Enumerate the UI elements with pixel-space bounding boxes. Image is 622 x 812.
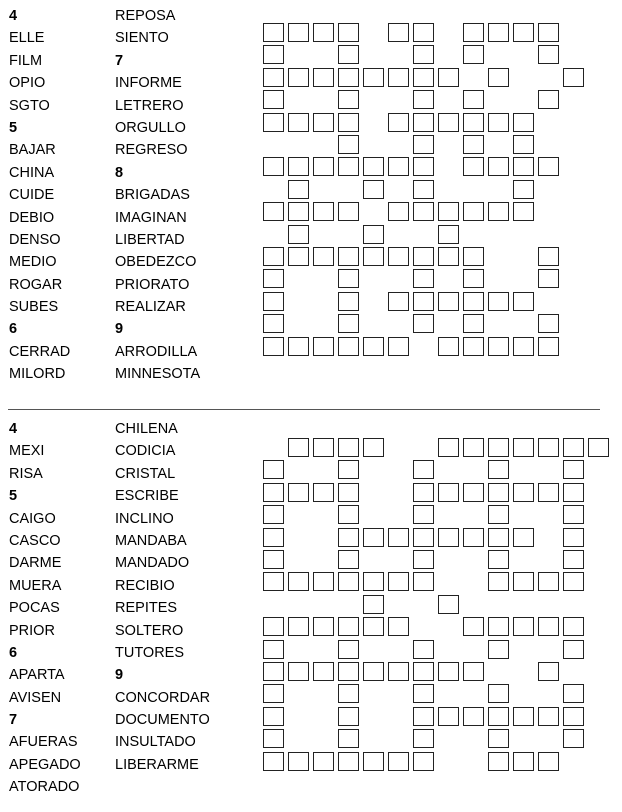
grid-cell[interactable] bbox=[363, 337, 384, 356]
grid-cell[interactable] bbox=[288, 438, 309, 457]
word-entry: POCAS bbox=[9, 600, 60, 617]
grid-cell[interactable] bbox=[463, 292, 484, 311]
grid-cell[interactable] bbox=[563, 640, 584, 659]
word-entry: AVISEN bbox=[9, 689, 62, 706]
grid-cell[interactable] bbox=[288, 23, 309, 42]
grid-cell[interactable] bbox=[313, 617, 334, 636]
grid-cell[interactable] bbox=[338, 438, 359, 457]
grid-cell[interactable] bbox=[288, 572, 309, 591]
grid-cell[interactable] bbox=[413, 707, 434, 726]
length-heading: 7 bbox=[115, 52, 124, 69]
grid-cell[interactable] bbox=[413, 113, 434, 132]
word-entry: DEBIO bbox=[9, 209, 55, 226]
word-entry: OPIO bbox=[9, 75, 46, 92]
grid-cell[interactable] bbox=[413, 662, 434, 681]
length-heading: 6 bbox=[9, 321, 18, 338]
grid-cell[interactable] bbox=[313, 247, 334, 266]
grid-cell[interactable] bbox=[338, 292, 359, 311]
grid-cell[interactable] bbox=[463, 157, 484, 176]
grid-cell[interactable] bbox=[463, 113, 484, 132]
length-heading: 9 bbox=[115, 321, 124, 338]
grid-cell[interactable] bbox=[413, 202, 434, 221]
grid-cell[interactable] bbox=[538, 438, 559, 457]
grid-cell[interactable] bbox=[563, 438, 584, 457]
grid-cell[interactable] bbox=[388, 247, 409, 266]
grid-cell[interactable] bbox=[538, 752, 559, 771]
grid-cell[interactable] bbox=[338, 68, 359, 87]
grid-cell[interactable] bbox=[538, 157, 559, 176]
grid-cell[interactable] bbox=[263, 202, 284, 221]
grid-cell[interactable] bbox=[413, 483, 434, 502]
grid-cell[interactable] bbox=[513, 752, 534, 771]
grid-cell[interactable] bbox=[538, 617, 559, 636]
word-entry: FILM bbox=[9, 52, 43, 69]
grid-cell[interactable] bbox=[338, 269, 359, 288]
grid-cell[interactable] bbox=[338, 617, 359, 636]
grid-cell[interactable] bbox=[538, 337, 559, 356]
grid-cell[interactable] bbox=[338, 157, 359, 176]
grid-cell[interactable] bbox=[288, 752, 309, 771]
grid-cell[interactable] bbox=[413, 528, 434, 547]
grid-cell[interactable] bbox=[363, 438, 384, 457]
word-entry: RECIBIO bbox=[115, 577, 175, 594]
grid-cell[interactable] bbox=[438, 662, 459, 681]
grid-cell[interactable] bbox=[288, 662, 309, 681]
grid-cell[interactable] bbox=[538, 90, 559, 109]
grid-cell[interactable] bbox=[338, 662, 359, 681]
grid-cell[interactable] bbox=[288, 157, 309, 176]
grid-cell[interactable] bbox=[463, 135, 484, 154]
word-entry: LIBERARME bbox=[115, 756, 199, 773]
grid-cell[interactable] bbox=[413, 684, 434, 703]
word-entry: REPITES bbox=[115, 600, 178, 617]
grid-cell[interactable] bbox=[513, 202, 534, 221]
grid-cell[interactable] bbox=[513, 113, 534, 132]
grid-cell[interactable] bbox=[488, 202, 509, 221]
grid-cell[interactable] bbox=[413, 157, 434, 176]
length-heading: 9 bbox=[115, 667, 124, 684]
grid-cell[interactable] bbox=[263, 314, 284, 333]
word-entry: MANDADO bbox=[115, 555, 190, 572]
grid-cell[interactable] bbox=[338, 247, 359, 266]
word-entry: SOLTERO bbox=[115, 622, 184, 639]
grid-cell[interactable] bbox=[438, 113, 459, 132]
grid-cell[interactable] bbox=[513, 707, 534, 726]
grid-cell[interactable] bbox=[388, 337, 409, 356]
grid-cell[interactable] bbox=[488, 438, 509, 457]
grid-cell[interactable] bbox=[538, 662, 559, 681]
word-entry: LETRERO bbox=[115, 97, 184, 114]
grid-cell[interactable] bbox=[388, 572, 409, 591]
word-entry: INCLINO bbox=[115, 510, 174, 527]
word-entry: ORGULLO bbox=[115, 119, 186, 136]
word-entry: MILORD bbox=[9, 366, 66, 383]
grid-cell[interactable] bbox=[338, 640, 359, 659]
grid-cell[interactable] bbox=[488, 68, 509, 87]
grid-cell[interactable] bbox=[438, 225, 459, 244]
word-entry: APEGADO bbox=[9, 756, 81, 773]
grid-cell[interactable] bbox=[388, 68, 409, 87]
grid-cell[interactable] bbox=[263, 640, 284, 659]
grid-cell[interactable] bbox=[538, 314, 559, 333]
grid-cell[interactable] bbox=[538, 23, 559, 42]
grid-cell[interactable] bbox=[413, 729, 434, 748]
grid-cell[interactable] bbox=[263, 45, 284, 64]
grid-cell[interactable] bbox=[363, 247, 384, 266]
grid-cell[interactable] bbox=[438, 438, 459, 457]
grid-cell[interactable] bbox=[463, 314, 484, 333]
grid-cell[interactable] bbox=[288, 247, 309, 266]
word-entry: MEDIO bbox=[9, 254, 57, 271]
grid-cell[interactable] bbox=[363, 225, 384, 244]
grid-cell[interactable] bbox=[438, 528, 459, 547]
grid-cell[interactable] bbox=[438, 707, 459, 726]
grid-cell[interactable] bbox=[563, 550, 584, 569]
grid-cell[interactable] bbox=[338, 90, 359, 109]
grid-cell[interactable] bbox=[563, 460, 584, 479]
grid-cell[interactable] bbox=[338, 550, 359, 569]
word-entry: REPOSA bbox=[115, 8, 176, 24]
length-heading: 5 bbox=[9, 119, 18, 136]
grid-cell[interactable] bbox=[413, 460, 434, 479]
grid-cell[interactable] bbox=[363, 752, 384, 771]
grid-cell[interactable] bbox=[288, 337, 309, 356]
word-entry: MUERA bbox=[9, 577, 62, 594]
grid-cell[interactable] bbox=[463, 23, 484, 42]
grid-cell[interactable] bbox=[363, 180, 384, 199]
grid-cell[interactable] bbox=[363, 157, 384, 176]
grid-cell[interactable] bbox=[263, 460, 284, 479]
grid-cell[interactable] bbox=[263, 729, 284, 748]
grid-cell[interactable] bbox=[438, 247, 459, 266]
word-entry: ATORADO bbox=[9, 779, 80, 796]
grid-cell[interactable] bbox=[463, 269, 484, 288]
grid-cell[interactable] bbox=[438, 68, 459, 87]
grid-cell[interactable] bbox=[263, 528, 284, 547]
word-entry: DARME bbox=[9, 555, 62, 572]
grid-cell[interactable] bbox=[263, 483, 284, 502]
grid-cell[interactable] bbox=[388, 752, 409, 771]
grid-cell[interactable] bbox=[338, 572, 359, 591]
grid-cell[interactable] bbox=[338, 505, 359, 524]
grid-cell[interactable] bbox=[413, 90, 434, 109]
word-entry: INSULTADO bbox=[115, 734, 196, 751]
grid-cell[interactable] bbox=[263, 90, 284, 109]
grid-cell[interactable] bbox=[488, 157, 509, 176]
grid-cell[interactable] bbox=[438, 292, 459, 311]
grid-cell[interactable] bbox=[463, 483, 484, 502]
grid-cell[interactable] bbox=[338, 135, 359, 154]
grid-cell[interactable] bbox=[538, 707, 559, 726]
word-list-right-2 bbox=[115, 418, 210, 776]
word-entry: DENSO bbox=[9, 231, 61, 248]
grid-cell[interactable] bbox=[338, 45, 359, 64]
grid-cell[interactable] bbox=[263, 337, 284, 356]
grid-cell[interactable] bbox=[438, 337, 459, 356]
grid-cell[interactable] bbox=[338, 113, 359, 132]
grid-cell[interactable] bbox=[313, 752, 334, 771]
word-entry: DOCUMENTO bbox=[115, 712, 210, 729]
word-entry: RISA bbox=[9, 465, 43, 482]
grid-cell[interactable] bbox=[388, 528, 409, 547]
grid-cell[interactable] bbox=[538, 572, 559, 591]
grid-cell[interactable] bbox=[338, 684, 359, 703]
grid-cell[interactable] bbox=[338, 752, 359, 771]
grid-cell[interactable] bbox=[313, 438, 334, 457]
grid-cell[interactable] bbox=[363, 595, 384, 614]
grid-cell[interactable] bbox=[413, 572, 434, 591]
grid-cell[interactable] bbox=[338, 483, 359, 502]
word-entry: MINNESOTA bbox=[115, 366, 201, 383]
word-list-left-2 bbox=[9, 418, 81, 799]
grid-cell[interactable] bbox=[463, 662, 484, 681]
grid-cell[interactable] bbox=[363, 662, 384, 681]
grid-cell[interactable] bbox=[488, 640, 509, 659]
grid-cell[interactable] bbox=[413, 550, 434, 569]
grid-cell[interactable] bbox=[513, 337, 534, 356]
word-entry: CAIGO bbox=[9, 510, 56, 527]
word-entry: CODICIA bbox=[115, 443, 176, 460]
grid-cell[interactable] bbox=[338, 707, 359, 726]
grid-cell[interactable] bbox=[563, 729, 584, 748]
grid-cell[interactable] bbox=[513, 157, 534, 176]
grid-cell[interactable] bbox=[363, 528, 384, 547]
grid-cell[interactable] bbox=[388, 662, 409, 681]
grid-cell[interactable] bbox=[413, 135, 434, 154]
grid-cell[interactable] bbox=[288, 180, 309, 199]
grid-cell[interactable] bbox=[513, 483, 534, 502]
grid-cell[interactable] bbox=[463, 45, 484, 64]
grid-cell[interactable] bbox=[488, 707, 509, 726]
grid-cell[interactable] bbox=[413, 45, 434, 64]
grid-cell[interactable] bbox=[363, 572, 384, 591]
grid-cell[interactable] bbox=[413, 314, 434, 333]
word-entry: REALIZAR bbox=[115, 299, 186, 316]
grid-cell[interactable] bbox=[538, 247, 559, 266]
grid-cell[interactable] bbox=[263, 247, 284, 266]
grid-cell[interactable] bbox=[488, 113, 509, 132]
grid-cell[interactable] bbox=[313, 483, 334, 502]
grid-cell[interactable] bbox=[513, 572, 534, 591]
grid-cell[interactable] bbox=[438, 483, 459, 502]
grid-cell[interactable] bbox=[488, 572, 509, 591]
word-entry: INFORME bbox=[115, 75, 182, 92]
grid-cell[interactable] bbox=[313, 157, 334, 176]
grid-cell[interactable] bbox=[263, 617, 284, 636]
grid-cell[interactable] bbox=[513, 180, 534, 199]
grid-cell[interactable] bbox=[413, 180, 434, 199]
grid-cell[interactable] bbox=[463, 202, 484, 221]
word-entry: LIBERTAD bbox=[115, 231, 185, 248]
grid-cell[interactable] bbox=[513, 23, 534, 42]
word-entry: OBEDEZCO bbox=[115, 254, 197, 271]
grid-cell[interactable] bbox=[388, 157, 409, 176]
grid-cell[interactable] bbox=[313, 113, 334, 132]
grid-cell[interactable] bbox=[438, 202, 459, 221]
word-entry: TUTORES bbox=[115, 644, 185, 661]
grid-cell[interactable] bbox=[263, 662, 284, 681]
grid-cell[interactable] bbox=[563, 617, 584, 636]
word-entry: MANDABA bbox=[115, 532, 187, 549]
grid-cell[interactable] bbox=[563, 572, 584, 591]
grid-cell[interactable] bbox=[313, 662, 334, 681]
grid-cell[interactable] bbox=[488, 684, 509, 703]
word-entry: ELLE bbox=[9, 30, 45, 47]
grid-cell[interactable] bbox=[388, 202, 409, 221]
grid-cell[interactable] bbox=[288, 617, 309, 636]
grid-cell[interactable] bbox=[263, 23, 284, 42]
word-entry: ESCRIBE bbox=[115, 488, 179, 505]
length-heading: 4 bbox=[9, 421, 18, 437]
grid-cell[interactable] bbox=[363, 68, 384, 87]
grid-cell[interactable] bbox=[288, 483, 309, 502]
grid-cell[interactable] bbox=[488, 617, 509, 636]
grid-cell[interactable] bbox=[263, 269, 284, 288]
grid-cell[interactable] bbox=[338, 202, 359, 221]
length-heading: 6 bbox=[9, 644, 18, 661]
grid-cell[interactable] bbox=[463, 90, 484, 109]
grid-cell[interactable] bbox=[463, 528, 484, 547]
length-heading: 7 bbox=[9, 712, 18, 729]
grid-cell[interactable] bbox=[388, 292, 409, 311]
length-heading: 5 bbox=[9, 488, 18, 505]
grid-cell[interactable] bbox=[263, 707, 284, 726]
grid-cell[interactable] bbox=[313, 23, 334, 42]
grid-cell[interactable] bbox=[488, 337, 509, 356]
grid-cell[interactable] bbox=[388, 23, 409, 42]
grid-cell[interactable] bbox=[263, 684, 284, 703]
grid-cell[interactable] bbox=[263, 572, 284, 591]
grid-cell[interactable] bbox=[413, 292, 434, 311]
grid-cell[interactable] bbox=[463, 337, 484, 356]
grid-cell[interactable] bbox=[588, 438, 609, 457]
grid-cell[interactable] bbox=[513, 528, 534, 547]
length-heading: 8 bbox=[115, 164, 124, 181]
word-entry: AFUERAS bbox=[9, 734, 78, 751]
grid-cell[interactable] bbox=[313, 337, 334, 356]
grid-cell[interactable] bbox=[463, 707, 484, 726]
grid-cell[interactable] bbox=[513, 135, 534, 154]
word-entry: CHINA bbox=[9, 164, 55, 181]
grid-cell[interactable] bbox=[413, 68, 434, 87]
grid-cell[interactable] bbox=[288, 202, 309, 221]
grid-cell[interactable] bbox=[263, 68, 284, 87]
grid-cell[interactable] bbox=[288, 113, 309, 132]
grid-cell[interactable] bbox=[413, 505, 434, 524]
grid-cell[interactable] bbox=[563, 684, 584, 703]
grid-cell[interactable] bbox=[463, 247, 484, 266]
grid-cell[interactable] bbox=[263, 505, 284, 524]
grid-cell[interactable] bbox=[338, 314, 359, 333]
word-entry: PRIORATO bbox=[115, 276, 190, 293]
grid-cell[interactable] bbox=[538, 483, 559, 502]
grid-cell[interactable] bbox=[538, 269, 559, 288]
word-entry: BAJAR bbox=[9, 142, 56, 159]
grid-cell[interactable] bbox=[488, 729, 509, 748]
grid-cell[interactable] bbox=[488, 292, 509, 311]
grid-cell[interactable] bbox=[313, 68, 334, 87]
word-entry: IMAGINAN bbox=[115, 209, 187, 226]
length-heading: 4 bbox=[9, 8, 18, 24]
grid-cell[interactable] bbox=[488, 483, 509, 502]
word-entry: CRISTAL bbox=[115, 465, 176, 482]
grid-cell[interactable] bbox=[563, 505, 584, 524]
grid-cell[interactable] bbox=[563, 528, 584, 547]
grid-cell[interactable] bbox=[338, 460, 359, 479]
grid-cell[interactable] bbox=[263, 752, 284, 771]
word-entry: ROGAR bbox=[9, 276, 63, 293]
grid-cell[interactable] bbox=[263, 550, 284, 569]
grid-cell[interactable] bbox=[488, 528, 509, 547]
grid-cell[interactable] bbox=[338, 729, 359, 748]
word-entry: CERRAD bbox=[9, 343, 71, 360]
grid-cell[interactable] bbox=[363, 617, 384, 636]
word-list-right-1 bbox=[115, 5, 200, 386]
word-entry: PRIOR bbox=[9, 622, 55, 639]
word-entry: REGRESO bbox=[115, 142, 188, 159]
grid-cell[interactable] bbox=[563, 483, 584, 502]
grid-cell[interactable] bbox=[263, 157, 284, 176]
grid-cell[interactable] bbox=[413, 752, 434, 771]
word-entry: APARTA bbox=[9, 667, 65, 684]
grid-cell[interactable] bbox=[488, 23, 509, 42]
grid-cell[interactable] bbox=[513, 292, 534, 311]
word-entry: CUIDE bbox=[9, 187, 55, 204]
grid-cell[interactable] bbox=[413, 269, 434, 288]
word-entry: CONCORDAR bbox=[115, 689, 211, 706]
grid-cell[interactable] bbox=[488, 550, 509, 569]
word-entry: BRIGADAS bbox=[115, 187, 190, 204]
grid-cell[interactable] bbox=[413, 640, 434, 659]
grid-cell[interactable] bbox=[263, 292, 284, 311]
grid-cell[interactable] bbox=[438, 595, 459, 614]
grid-cell[interactable] bbox=[463, 617, 484, 636]
word-entry: SGTO bbox=[9, 97, 50, 114]
word-entry: CASCO bbox=[9, 532, 61, 549]
word-entry: ARRODILLA bbox=[115, 343, 198, 360]
grid-cell[interactable] bbox=[338, 337, 359, 356]
grid-cell[interactable] bbox=[488, 752, 509, 771]
grid-cell[interactable] bbox=[388, 617, 409, 636]
grid-cell[interactable] bbox=[563, 68, 584, 87]
grid-cell[interactable] bbox=[488, 460, 509, 479]
grid-cell[interactable] bbox=[513, 617, 534, 636]
grid-cell[interactable] bbox=[338, 23, 359, 42]
grid-cell[interactable] bbox=[463, 438, 484, 457]
grid-cell[interactable] bbox=[313, 572, 334, 591]
grid-cell[interactable] bbox=[313, 202, 334, 221]
grid-cell[interactable] bbox=[488, 505, 509, 524]
word-entry: CHILENA bbox=[115, 421, 178, 437]
grid-cell[interactable] bbox=[288, 225, 309, 244]
word-entry: SUBES bbox=[9, 299, 59, 316]
grid-cell[interactable] bbox=[288, 68, 309, 87]
word-list-left-1 bbox=[9, 5, 70, 386]
grid-cell[interactable] bbox=[413, 247, 434, 266]
word-entry: MEXI bbox=[9, 443, 45, 460]
grid-cell[interactable] bbox=[563, 707, 584, 726]
grid-cell[interactable] bbox=[338, 528, 359, 547]
grid-cell[interactable] bbox=[538, 45, 559, 64]
grid-cell[interactable] bbox=[388, 113, 409, 132]
section-divider bbox=[8, 409, 600, 410]
grid-cell[interactable] bbox=[263, 113, 284, 132]
grid-cell[interactable] bbox=[413, 23, 434, 42]
word-entry: SIENTO bbox=[115, 30, 169, 47]
grid-cell[interactable] bbox=[513, 438, 534, 457]
